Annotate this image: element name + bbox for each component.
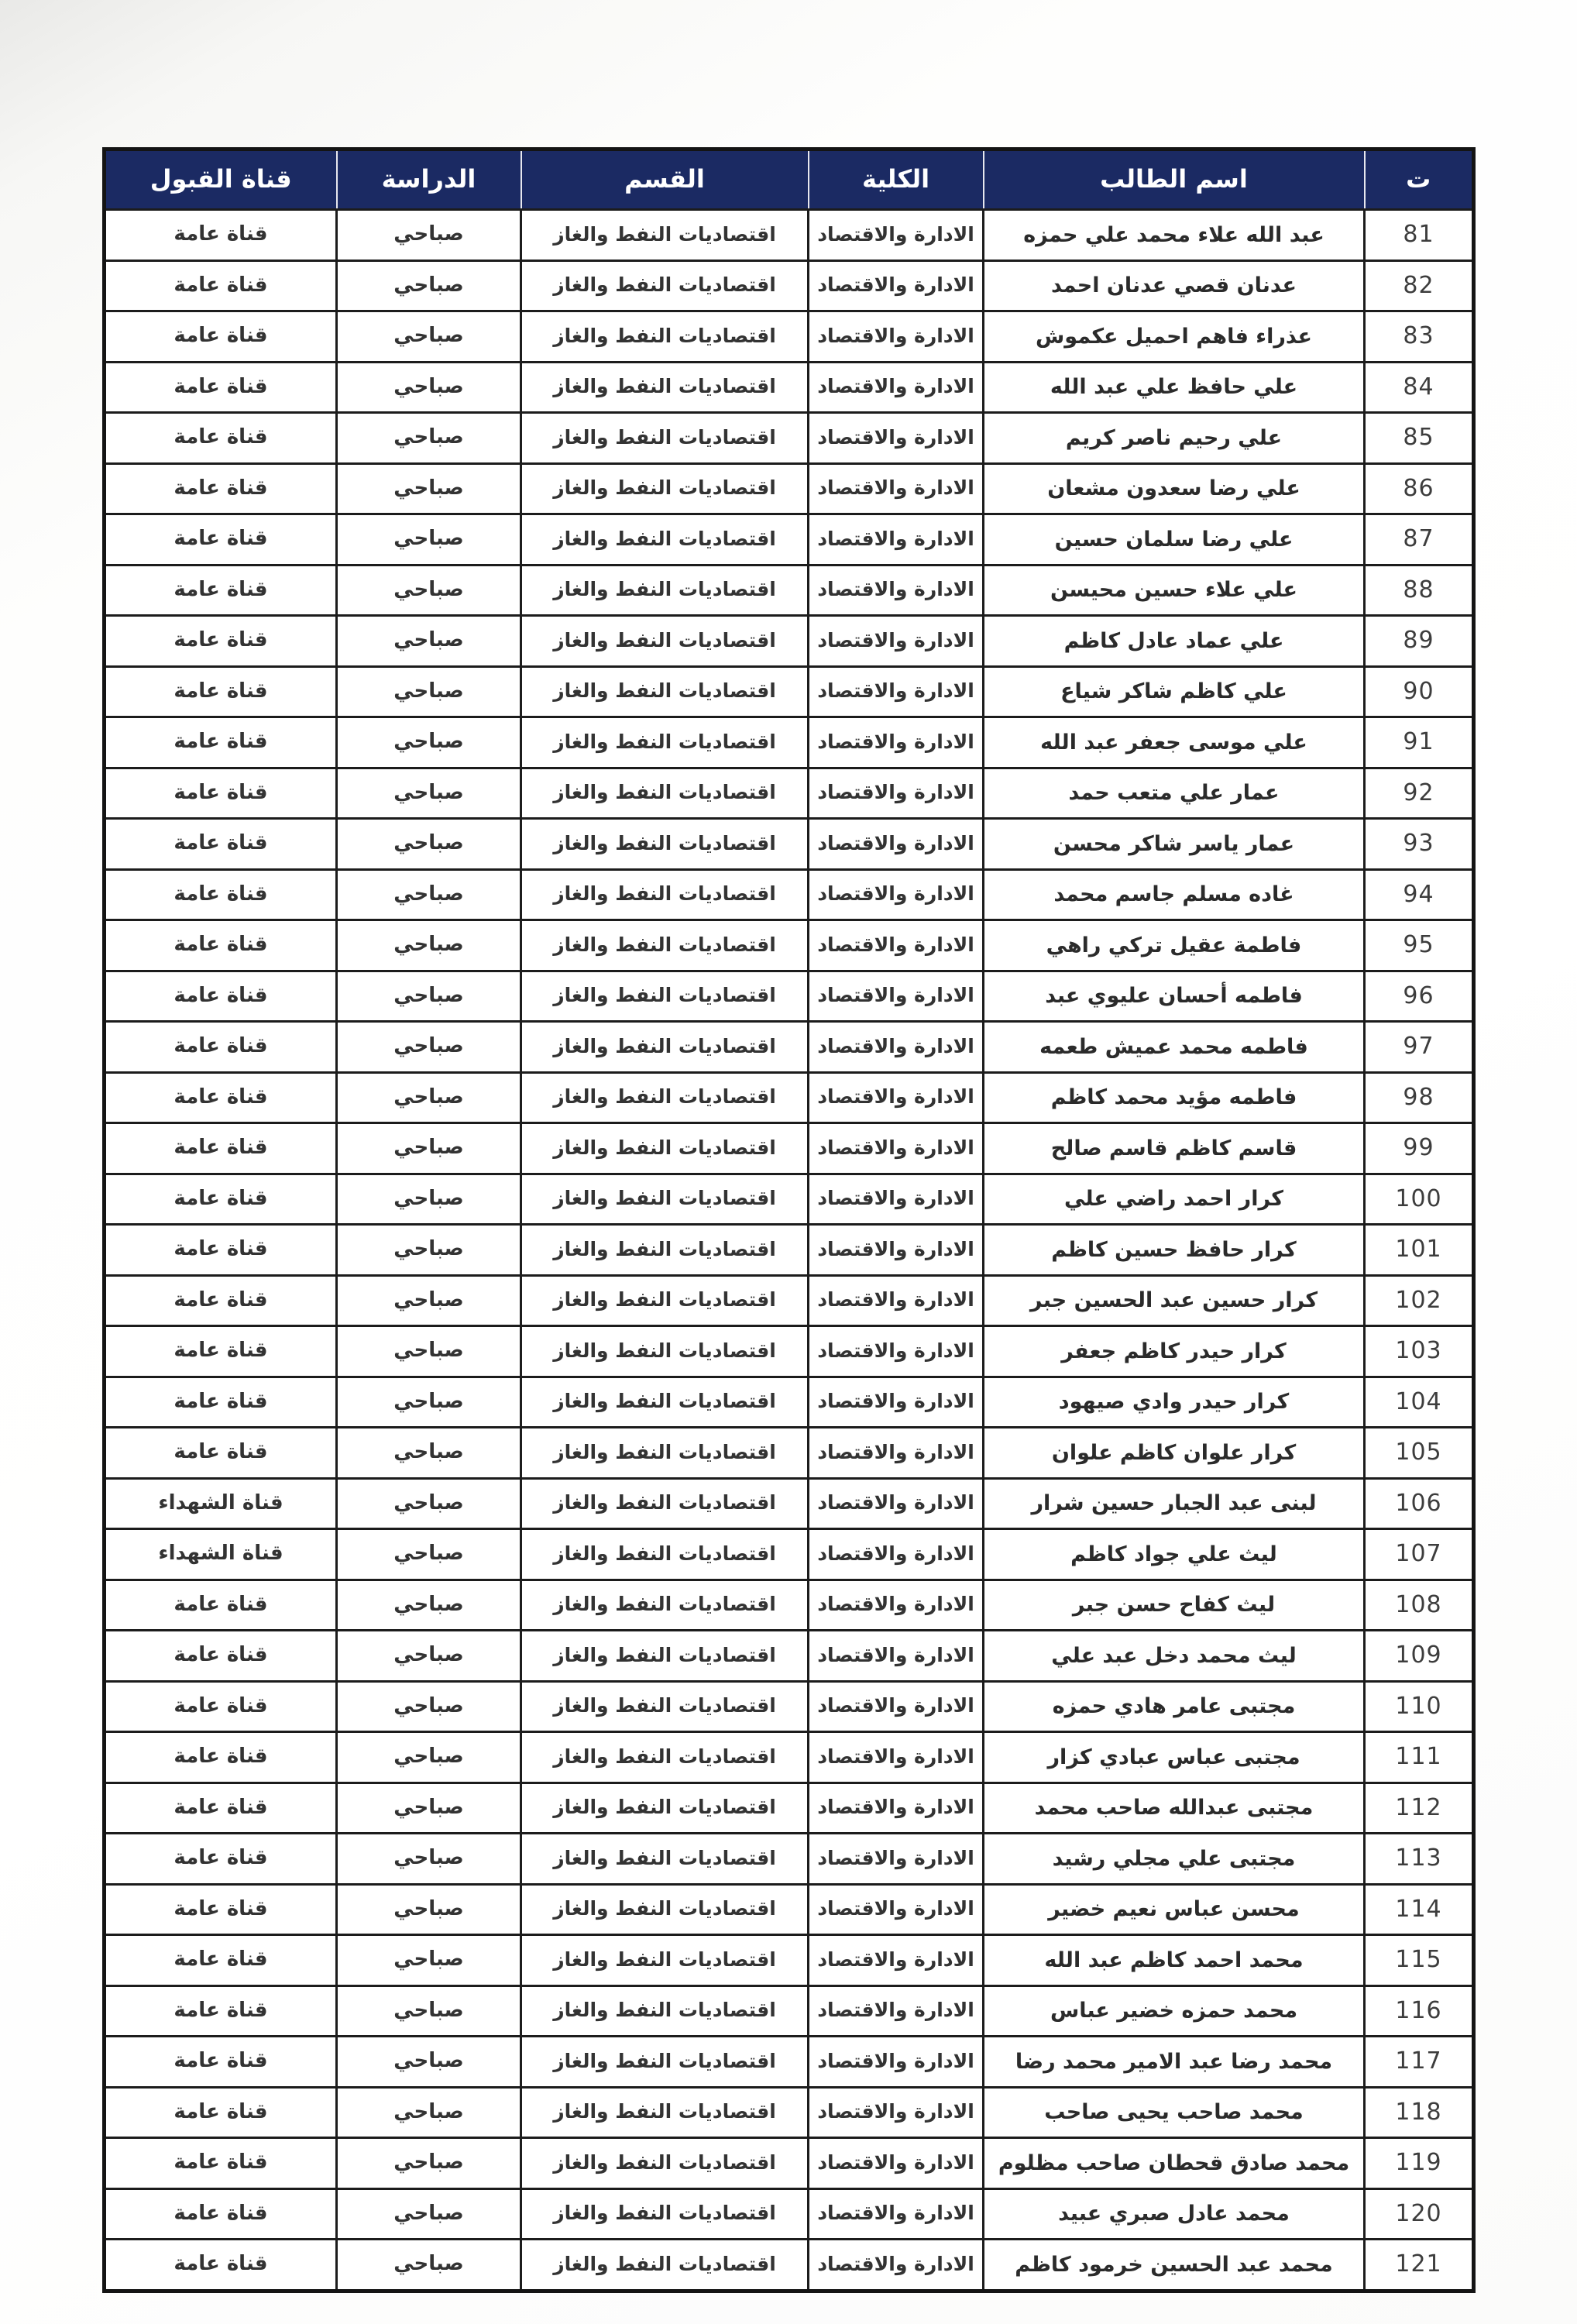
cell-admission-channel: قناة عامة — [105, 1174, 337, 1225]
cell-college: الادارة والاقتصاد — [809, 1631, 984, 1682]
cell-admission-channel: قناة عامة — [105, 1123, 337, 1174]
cell-college: الادارة والاقتصاد — [809, 2037, 984, 2088]
cell-college: الادارة والاقتصاد — [809, 2138, 984, 2189]
cell-student-name: عبد الله علاء محمد علي حمزه — [984, 210, 1365, 261]
table-row — [105, 2240, 1474, 2291]
cell-study-type: صباحي — [337, 1326, 521, 1377]
cell-admission-channel: قناة عامة — [105, 971, 337, 1022]
cell-department: اقتصاديات النفط والغاز — [521, 920, 809, 971]
cell-college: الادارة والاقتصاد — [809, 1123, 984, 1174]
cell-student-name: علي كاظم شاكر شياع — [984, 666, 1365, 717]
cell-student-name: محمد رضا عبد الامير محمد رضا — [984, 2037, 1365, 2088]
table-row — [105, 768, 1474, 819]
cell-department: اقتصاديات النفط والغاز — [521, 2037, 809, 2088]
table-row — [105, 362, 1474, 413]
cell-admission-channel: قناة عامة — [105, 514, 337, 566]
cell-admission-channel: قناة عامة — [105, 413, 337, 464]
cell-admission-channel: قناة الشهداء — [105, 1529, 337, 1580]
cell-study-type: صباحي — [337, 565, 521, 616]
cell-admission-channel: قناة عامة — [105, 1428, 337, 1479]
cell-student-name: ليث محمد دخل عبد علي — [984, 1631, 1365, 1682]
cell-study-type: صباحي — [337, 666, 521, 717]
cell-college: الادارة والاقتصاد — [809, 1377, 984, 1428]
cell-study-type: صباحي — [337, 1580, 521, 1631]
header-college: الكلية — [809, 150, 984, 210]
table-row — [105, 1275, 1474, 1326]
cell-college: الادارة والاقتصاد — [809, 463, 984, 514]
cell-college: الادارة والاقتصاد — [809, 920, 984, 971]
table-row — [105, 210, 1474, 261]
cell-student-name: لبنى عبد الجبار حسين شرار — [984, 1478, 1365, 1529]
cell-department: اقتصاديات النفط والغاز — [521, 717, 809, 768]
table-row — [105, 1732, 1474, 1783]
table-row — [105, 413, 1474, 464]
cell-no: 91 — [1365, 717, 1474, 768]
student-roster-table — [102, 147, 1476, 2293]
cell-college: الادارة والاقتصاد — [809, 768, 984, 819]
cell-department: اقتصاديات النفط والغاز — [521, 2188, 809, 2240]
table-row — [105, 1935, 1474, 1986]
cell-admission-channel: قناة عامة — [105, 1985, 337, 2037]
cell-student-name: مجتبى عباس عبادي كزار — [984, 1732, 1365, 1783]
cell-department: اقتصاديات النفط والغاز — [521, 1478, 809, 1529]
table-row — [105, 869, 1474, 920]
cell-student-name: عدنان قصي عدنان احمد — [984, 260, 1365, 311]
cell-department: اقتصاديات النفط والغاز — [521, 1225, 809, 1276]
cell-study-type: صباحي — [337, 311, 521, 363]
table-row — [105, 463, 1474, 514]
cell-no: 115 — [1365, 1935, 1474, 1986]
table-row — [105, 819, 1474, 870]
cell-college: الادارة والاقتصاد — [809, 2087, 984, 2138]
cell-department: اقتصاديات النفط والغاز — [521, 413, 809, 464]
cell-no: 110 — [1365, 1681, 1474, 1732]
cell-no: 101 — [1365, 1225, 1474, 1276]
cell-admission-channel: قناة عامة — [105, 210, 337, 261]
cell-department: اقتصاديات النفط والغاز — [521, 1377, 809, 1428]
cell-study-type: صباحي — [337, 1834, 521, 1885]
cell-college: الادارة والاقتصاد — [809, 1985, 984, 2037]
cell-college: الادارة والاقتصاد — [809, 260, 984, 311]
cell-student-name: علي رضا سعدون مشعان — [984, 463, 1365, 514]
cell-admission-channel: قناة عامة — [105, 362, 337, 413]
cell-college: الادارة والاقتصاد — [809, 1225, 984, 1276]
table-row — [105, 1428, 1474, 1479]
cell-student-name: محمد عبد الحسين خرمود كاظم — [984, 2240, 1365, 2291]
cell-no: 107 — [1365, 1529, 1474, 1580]
cell-admission-channel: قناة عامة — [105, 1935, 337, 1986]
cell-no: 108 — [1365, 1580, 1474, 1631]
table-row — [105, 1478, 1474, 1529]
cell-college: الادارة والاقتصاد — [809, 1681, 984, 1732]
cell-department: اقتصاديات النفط والغاز — [521, 1985, 809, 2037]
table-row — [105, 2188, 1474, 2240]
cell-college: الادارة والاقتصاد — [809, 311, 984, 363]
cell-study-type: صباحي — [337, 1377, 521, 1428]
cell-admission-channel: قناة عامة — [105, 1580, 337, 1631]
cell-college: الادارة والاقتصاد — [809, 616, 984, 667]
table-row — [105, 1072, 1474, 1123]
cell-college: الادارة والاقتصاد — [809, 1022, 984, 1073]
cell-department: اقتصاديات النفط والغاز — [521, 260, 809, 311]
cell-study-type: صباحي — [337, 2240, 521, 2291]
table-row — [105, 717, 1474, 768]
cell-department: اقتصاديات النفط والغاز — [521, 869, 809, 920]
cell-student-name: علي علاء حسين محيسن — [984, 565, 1365, 616]
cell-student-name: غاده مسلم جاسم محمد — [984, 869, 1365, 920]
cell-department: اقتصاديات النفط والغاز — [521, 1631, 809, 1682]
cell-department: اقتصاديات النفط والغاز — [521, 971, 809, 1022]
cell-department: اقتصاديات النفط والغاز — [521, 565, 809, 616]
table-row — [105, 666, 1474, 717]
cell-college: الادارة والاقتصاد — [809, 717, 984, 768]
cell-no: 112 — [1365, 1783, 1474, 1834]
cell-no: 81 — [1365, 210, 1474, 261]
cell-department: اقتصاديات النفط والغاز — [521, 362, 809, 413]
table-row — [105, 1326, 1474, 1377]
cell-student-name: مجتبى عامر هادي حمزه — [984, 1681, 1365, 1732]
cell-no: 105 — [1365, 1428, 1474, 1479]
cell-admission-channel: قناة عامة — [105, 2138, 337, 2189]
cell-study-type: صباحي — [337, 1123, 521, 1174]
table-row — [105, 1985, 1474, 2037]
table-row — [105, 1681, 1474, 1732]
cell-admission-channel: قناة عامة — [105, 311, 337, 363]
cell-admission-channel: قناة عامة — [105, 1022, 337, 1073]
cell-admission-channel: قناة عامة — [105, 463, 337, 514]
header-admission-channel: قناة القبول — [105, 150, 337, 210]
cell-study-type: صباحي — [337, 869, 521, 920]
cell-college: الادارة والاقتصاد — [809, 413, 984, 464]
table-body — [105, 210, 1474, 2291]
table-row — [105, 1123, 1474, 1174]
cell-no: 92 — [1365, 768, 1474, 819]
table-row — [105, 2138, 1474, 2189]
cell-no: 83 — [1365, 311, 1474, 363]
cell-no: 111 — [1365, 1732, 1474, 1783]
cell-study-type: صباحي — [337, 1631, 521, 1682]
cell-department: اقتصاديات النفط والغاز — [521, 1783, 809, 1834]
cell-no: 86 — [1365, 463, 1474, 514]
cell-department: اقتصاديات النفط والغاز — [521, 463, 809, 514]
cell-admission-channel: قناة عامة — [105, 2188, 337, 2240]
cell-department: اقتصاديات النفط والغاز — [521, 1732, 809, 1783]
cell-no: 120 — [1365, 2188, 1474, 2240]
cell-department: اقتصاديات النفط والغاز — [521, 1275, 809, 1326]
table-row — [105, 1377, 1474, 1428]
cell-college: الادارة والاقتصاد — [809, 1072, 984, 1123]
cell-college: الادارة والاقتصاد — [809, 666, 984, 717]
cell-no: 82 — [1365, 260, 1474, 311]
cell-no: 116 — [1365, 1985, 1474, 2037]
cell-no: 121 — [1365, 2240, 1474, 2291]
cell-admission-channel: قناة عامة — [105, 1275, 337, 1326]
cell-college: الادارة والاقتصاد — [809, 1935, 984, 1986]
table-row — [105, 260, 1474, 311]
table-row — [105, 1631, 1474, 1682]
cell-student-name: كرار حسين عبد الحسين جبر — [984, 1275, 1365, 1326]
cell-study-type: صباحي — [337, 2037, 521, 2088]
cell-no: 100 — [1365, 1174, 1474, 1225]
cell-student-name: عذراء فاهم احميل عكموش — [984, 311, 1365, 363]
cell-no: 103 — [1365, 1326, 1474, 1377]
cell-no: 97 — [1365, 1022, 1474, 1073]
cell-no: 102 — [1365, 1275, 1474, 1326]
cell-no: 98 — [1365, 1072, 1474, 1123]
cell-admission-channel: قناة عامة — [105, 666, 337, 717]
table-row — [105, 1174, 1474, 1225]
cell-department: اقتصاديات النفط والغاز — [521, 819, 809, 870]
cell-college: الادارة والاقتصاد — [809, 971, 984, 1022]
cell-no: 109 — [1365, 1631, 1474, 1682]
cell-college: الادارة والاقتصاد — [809, 1174, 984, 1225]
cell-study-type: صباحي — [337, 971, 521, 1022]
cell-student-name: محمد حمزه خضير عباس — [984, 1985, 1365, 2037]
cell-admission-channel: قناة عامة — [105, 1681, 337, 1732]
table-row — [105, 920, 1474, 971]
cell-study-type: صباحي — [337, 1884, 521, 1935]
cell-student-name: محمد صاحب يحيى صاحب — [984, 2087, 1365, 2138]
cell-study-type: صباحي — [337, 210, 521, 261]
cell-admission-channel: قناة عامة — [105, 1884, 337, 1935]
table-row — [105, 1022, 1474, 1073]
table-row — [105, 1225, 1474, 1276]
cell-department: اقتصاديات النفط والغاز — [521, 768, 809, 819]
cell-study-type: صباحي — [337, 920, 521, 971]
cell-student-name: مجتبى علي مجلي رشيد — [984, 1834, 1365, 1885]
cell-student-name: علي رحيم ناصر كريم — [984, 413, 1365, 464]
cell-no: 94 — [1365, 869, 1474, 920]
cell-student-name: كرار حيدر وادي صيهود — [984, 1377, 1365, 1428]
cell-no: 117 — [1365, 2037, 1474, 2088]
table-row — [105, 2087, 1474, 2138]
cell-admission-channel: قناة عامة — [105, 1631, 337, 1682]
cell-student-name: كرار حيدر كاظم جعفر — [984, 1326, 1365, 1377]
cell-student-name: فاطمه مؤيد محمد كاظم — [984, 1072, 1365, 1123]
cell-college: الادارة والاقتصاد — [809, 362, 984, 413]
cell-admission-channel: قناة عامة — [105, 565, 337, 616]
cell-study-type: صباحي — [337, 1478, 521, 1529]
table-row — [105, 1834, 1474, 1885]
cell-student-name: علي حافظ علي عبد الله — [984, 362, 1365, 413]
cell-study-type: صباحي — [337, 1428, 521, 1479]
cell-college: الادارة والاقتصاد — [809, 1834, 984, 1885]
cell-college: الادارة والاقتصاد — [809, 565, 984, 616]
cell-study-type: صباحي — [337, 768, 521, 819]
cell-admission-channel: قناة الشهداء — [105, 1478, 337, 1529]
cell-college: الادارة والاقتصاد — [809, 1275, 984, 1326]
table-row — [105, 565, 1474, 616]
cell-study-type: صباحي — [337, 1935, 521, 1986]
cell-college: الادارة والاقتصاد — [809, 2240, 984, 2291]
cell-no: 114 — [1365, 1884, 1474, 1935]
cell-no: 89 — [1365, 616, 1474, 667]
cell-college: الادارة والاقتصاد — [809, 514, 984, 566]
table-row — [105, 1529, 1474, 1580]
cell-no: 99 — [1365, 1123, 1474, 1174]
cell-student-name: محمد احمد كاظم عبد الله — [984, 1935, 1365, 1986]
cell-study-type: صباحي — [337, 1022, 521, 1073]
cell-study-type: صباحي — [337, 2138, 521, 2189]
table-row — [105, 2037, 1474, 2088]
cell-college: الادارة والاقتصاد — [809, 1884, 984, 1935]
cell-student-name: كرار حافظ حسين كاظم — [984, 1225, 1365, 1276]
cell-study-type: صباحي — [337, 463, 521, 514]
cell-student-name: فاطمه أحسان عليوي عبد — [984, 971, 1365, 1022]
cell-student-name: كرار احمد راضي علي — [984, 1174, 1365, 1225]
cell-college: الادارة والاقتصاد — [809, 1580, 984, 1631]
cell-college: الادارة والاقتصاد — [809, 1428, 984, 1479]
header-department: القسم — [521, 150, 809, 210]
cell-admission-channel: قناة عامة — [105, 1783, 337, 1834]
cell-study-type: صباحي — [337, 413, 521, 464]
table-row — [105, 311, 1474, 363]
cell-student-name: عمار علي متعب حمد — [984, 768, 1365, 819]
cell-admission-channel: قناة عامة — [105, 717, 337, 768]
cell-admission-channel: قناة عامة — [105, 1377, 337, 1428]
cell-college: الادارة والاقتصاد — [809, 819, 984, 870]
cell-department: اقتصاديات النفط والغاز — [521, 1529, 809, 1580]
cell-department: اقتصاديات النفط والغاز — [521, 311, 809, 363]
cell-department: اقتصاديات النفط والغاز — [521, 2087, 809, 2138]
header-student-name: اسم الطالب — [984, 150, 1365, 210]
cell-college: الادارة والاقتصاد — [809, 869, 984, 920]
cell-admission-channel: قناة عامة — [105, 1072, 337, 1123]
cell-college: الادارة والاقتصاد — [809, 2188, 984, 2240]
cell-department: اقتصاديات النفط والغاز — [521, 666, 809, 717]
cell-admission-channel: قناة عامة — [105, 920, 337, 971]
cell-no: 90 — [1365, 666, 1474, 717]
cell-study-type: صباحي — [337, 1681, 521, 1732]
cell-no: 106 — [1365, 1478, 1474, 1529]
cell-department: اقتصاديات النفط والغاز — [521, 1072, 809, 1123]
cell-student-name: ليث كفاح حسن جبر — [984, 1580, 1365, 1631]
cell-student-name: قاسم كاظم قاسم صالح — [984, 1123, 1365, 1174]
cell-college: الادارة والاقتصاد — [809, 1732, 984, 1783]
cell-study-type: صباحي — [337, 1783, 521, 1834]
cell-department: اقتصاديات النفط والغاز — [521, 210, 809, 261]
cell-study-type: صباحي — [337, 819, 521, 870]
cell-student-name: علي عماد عادل كاظم — [984, 616, 1365, 667]
cell-department: اقتصاديات النفط والغاز — [521, 1884, 809, 1935]
cell-study-type: صباحي — [337, 1985, 521, 2037]
cell-student-name: محمد صادق قحطان صاحب مظلوم — [984, 2138, 1365, 2189]
cell-college: الادارة والاقتصاد — [809, 1478, 984, 1529]
cell-department: اقتصاديات النفط والغاز — [521, 1681, 809, 1732]
cell-student-name: علي موسى جعفر عبد الله — [984, 717, 1365, 768]
cell-no: 113 — [1365, 1834, 1474, 1885]
cell-department: اقتصاديات النفط والغاز — [521, 1022, 809, 1073]
cell-study-type: صباحي — [337, 260, 521, 311]
cell-study-type: صباحي — [337, 1529, 521, 1580]
cell-no: 119 — [1365, 2138, 1474, 2189]
cell-admission-channel: قناة عامة — [105, 616, 337, 667]
cell-department: اقتصاديات النفط والغاز — [521, 514, 809, 566]
table-row — [105, 616, 1474, 667]
cell-study-type: صباحي — [337, 362, 521, 413]
student-roster-table-wrap — [106, 147, 1476, 2293]
cell-department: اقتصاديات النفط والغاز — [521, 1428, 809, 1479]
table-row — [105, 971, 1474, 1022]
header-study-type: الدراسة — [337, 150, 521, 210]
cell-admission-channel: قناة عامة — [105, 1225, 337, 1276]
cell-department: اقتصاديات النفط والغاز — [521, 1174, 809, 1225]
cell-department: اقتصاديات النفط والغاز — [521, 2240, 809, 2291]
cell-student-name: علي رضا سلمان حسين — [984, 514, 1365, 566]
cell-admission-channel: قناة عامة — [105, 260, 337, 311]
table-row — [105, 1884, 1474, 1935]
table-header-row — [105, 150, 1474, 210]
cell-department: اقتصاديات النفط والغاز — [521, 2138, 809, 2189]
cell-admission-channel: قناة عامة — [105, 819, 337, 870]
cell-admission-channel: قناة عامة — [105, 1834, 337, 1885]
cell-no: 95 — [1365, 920, 1474, 971]
cell-study-type: صباحي — [337, 2188, 521, 2240]
cell-study-type: صباحي — [337, 616, 521, 667]
table-row — [105, 1580, 1474, 1631]
cell-study-type: صباحي — [337, 1732, 521, 1783]
table-row — [105, 514, 1474, 566]
cell-study-type: صباحي — [337, 1275, 521, 1326]
cell-admission-channel: قناة عامة — [105, 1326, 337, 1377]
cell-admission-channel: قناة عامة — [105, 2240, 337, 2291]
cell-student-name: ليث علي جواد كاظم — [984, 1529, 1365, 1580]
cell-student-name: عمار ياسر شاكر محسن — [984, 819, 1365, 870]
cell-college: الادارة والاقتصاد — [809, 210, 984, 261]
cell-no: 104 — [1365, 1377, 1474, 1428]
table-row — [105, 1783, 1474, 1834]
cell-college: الادارة والاقتصاد — [809, 1783, 984, 1834]
cell-department: اقتصاديات النفط والغاز — [521, 1935, 809, 1986]
cell-college: الادارة والاقتصاد — [809, 1529, 984, 1580]
cell-admission-channel: قناة عامة — [105, 2087, 337, 2138]
cell-no: 93 — [1365, 819, 1474, 870]
cell-no: 118 — [1365, 2087, 1474, 2138]
cell-study-type: صباحي — [337, 1174, 521, 1225]
cell-no: 96 — [1365, 971, 1474, 1022]
cell-study-type: صباحي — [337, 1225, 521, 1276]
cell-department: اقتصاديات النفط والغاز — [521, 1123, 809, 1174]
cell-no: 88 — [1365, 565, 1474, 616]
header-no: ت — [1365, 150, 1474, 210]
cell-no: 85 — [1365, 413, 1474, 464]
cell-student-name: مجتبى عبدالله صاحب محمد — [984, 1783, 1365, 1834]
cell-admission-channel: قناة عامة — [105, 768, 337, 819]
cell-study-type: صباحي — [337, 514, 521, 566]
cell-student-name: فاطمة عقيل تركي راهي — [984, 920, 1365, 971]
cell-student-name: محمد عادل صبري عبيد — [984, 2188, 1365, 2240]
cell-no: 87 — [1365, 514, 1474, 566]
cell-department: اقتصاديات النفط والغاز — [521, 1326, 809, 1377]
cell-no: 84 — [1365, 362, 1474, 413]
cell-department: اقتصاديات النفط والغاز — [521, 1834, 809, 1885]
cell-admission-channel: قناة عامة — [105, 1732, 337, 1783]
cell-department: اقتصاديات النفط والغاز — [521, 616, 809, 667]
cell-study-type: صباحي — [337, 2087, 521, 2138]
cell-study-type: صباحي — [337, 717, 521, 768]
cell-department: اقتصاديات النفط والغاز — [521, 1580, 809, 1631]
cell-admission-channel: قناة عامة — [105, 869, 337, 920]
cell-student-name: كرار علوان كاظم علوان — [984, 1428, 1365, 1479]
cell-student-name: فاطمه محمد عميش طعمه — [984, 1022, 1365, 1073]
cell-student-name: محسن عباس نعيم خضير — [984, 1884, 1365, 1935]
cell-study-type: صباحي — [337, 1072, 521, 1123]
cell-admission-channel: قناة عامة — [105, 2037, 337, 2088]
cell-college: الادارة والاقتصاد — [809, 1326, 984, 1377]
